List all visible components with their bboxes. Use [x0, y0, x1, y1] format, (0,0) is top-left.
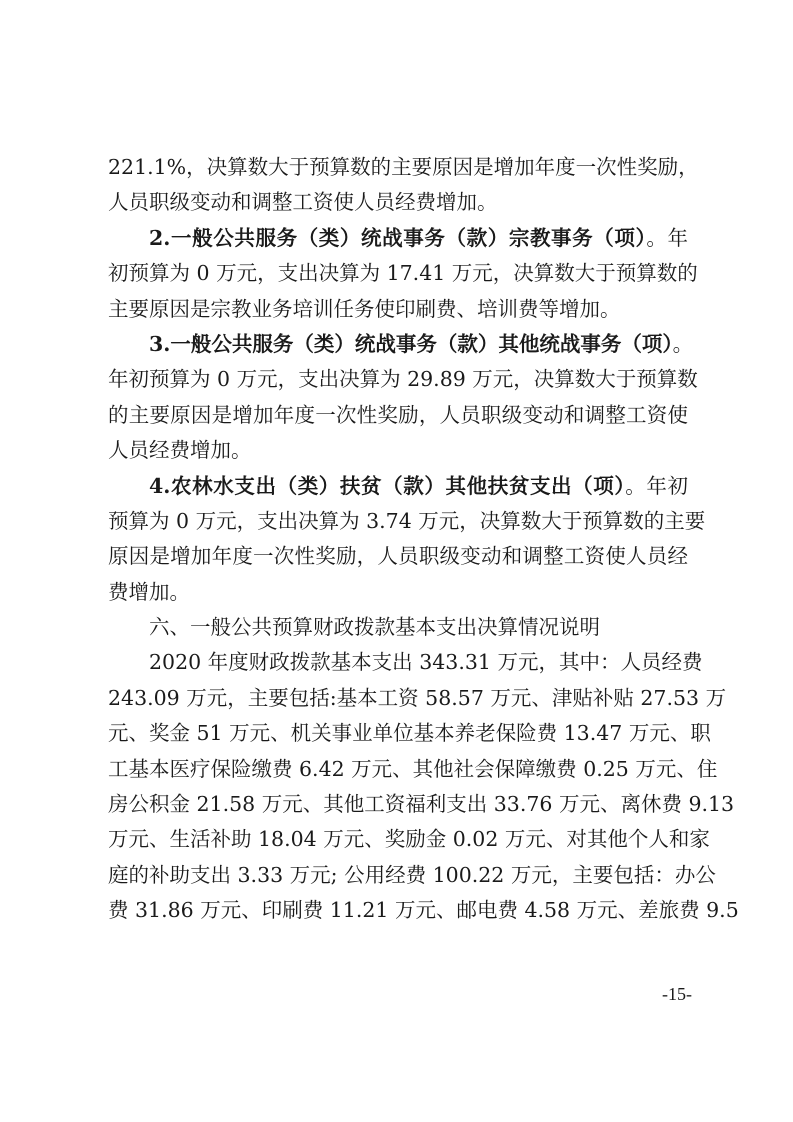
text-line: 的主要原因是增加年度一次性奖励，人员职级变动和调整工资使 — [108, 402, 688, 427]
text-line: 221.1%，决算数大于预算数的主要原因是增加年度一次性奖励， — [108, 155, 699, 179]
text-line: 原因是增加年度一次性奖励，人员职级变动和调整工资使人员经 — [108, 544, 688, 569]
text-line: 243.09 万元，主要包括:基本工资 58.57 万元、津贴补贴 27.53 万 — [108, 685, 727, 710]
item-heading-tail: 。年初 — [625, 473, 688, 498]
text-line: 年初预算为 0 万元，支出决算为 29.89 万元，决算数大于预算数 — [108, 367, 698, 392]
text-line: 元、奖金 51 万元、机关事业单位基本养老保险费 13.47 万元、职 — [108, 721, 711, 746]
item-heading-tail: 。 — [672, 331, 694, 356]
item-heading-line — [108, 469, 688, 504]
text-line: 预算为 0 万元，支出决算为 3.74 万元，决算数大于预算数的主要 — [108, 508, 706, 533]
text-line: 人员经费增加。 — [108, 438, 252, 463]
text-line: 房公积金 21.58 万元、其他工资福利支出 33.76 万元、离休费 9.13 — [108, 792, 735, 817]
body-text — [108, 150, 739, 929]
text-line: 费增加。 — [108, 579, 190, 604]
page-number: -15- — [662, 984, 692, 1004]
text-line: 2020 年度财政拨款基本支出 343.31 万元，其中：人员经费 — [149, 650, 703, 675]
item-heading: 3.一般公共服务（类）统战事务（款）其他统战事务（项） — [149, 331, 673, 356]
text-line: 初预算为 0 万元，支出决算为 17.41 万元，决算数大于预算数的 — [108, 261, 698, 286]
text-line: 庭的补助支出 3.33 万元; 公用经费 100.22 万元，主要包括：办公 — [108, 862, 716, 887]
text-line: 人员职级变动和调整工资使人员经费增加。 — [108, 190, 498, 215]
item-heading-line — [108, 221, 688, 256]
item-heading: 2.一般公共服务（类）统战事务（款）宗教事务（项） — [149, 225, 647, 250]
text-line: 主要原因是宗教业务培训任务使印刷费、培训费等增加。 — [108, 296, 621, 321]
text-line: 费 31.86 万元、印刷费 11.21 万元、邮电费 4.58 万元、差旅费 9.5 — [108, 898, 739, 923]
item-heading-tail: 。年 — [646, 225, 689, 250]
item-heading: 4.农林水支出（类）扶贫（款）其他扶贫支出（项） — [149, 473, 626, 498]
text-line: 工基本医疗保险缴费 6.42 万元、其他社会保障缴费 0.25 万元、住 — [108, 756, 718, 781]
section-heading: 六、一般公共预算财政拨款基本支出决算情况说明 — [149, 615, 600, 640]
item-heading-line — [108, 327, 694, 362]
text-line: 万元、生活补助 18.04 万元、奖励金 0.02 万元、对其他个人和家 — [108, 827, 710, 852]
